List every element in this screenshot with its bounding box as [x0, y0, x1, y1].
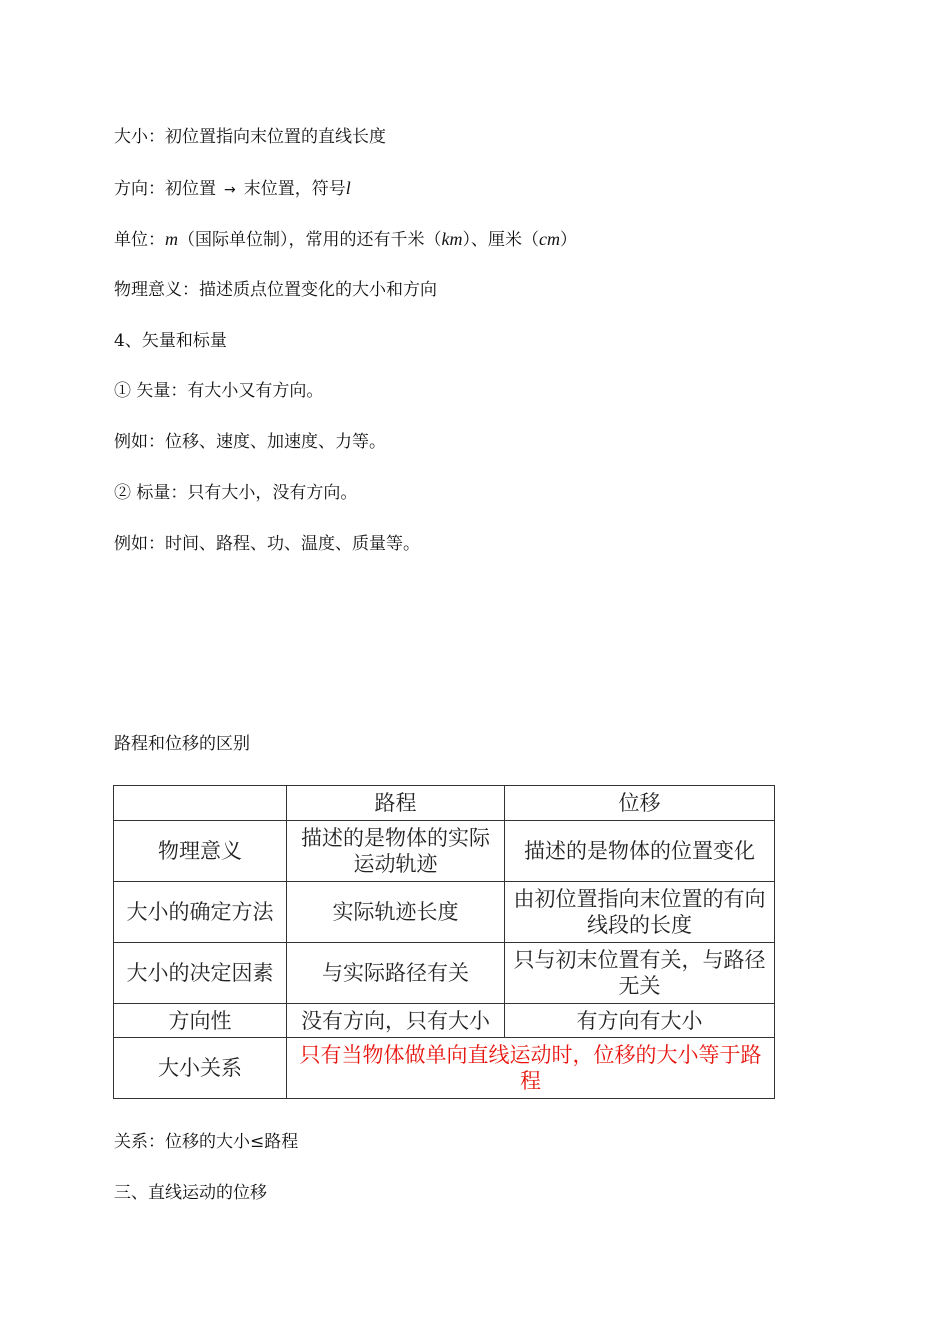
table-title: 路程和位移的区别 — [114, 734, 250, 754]
unit-line — [114, 228, 577, 251]
row-label: 物理意义 — [114, 821, 287, 882]
displacement-cell: 描述的是物体的位置变化 — [505, 821, 775, 882]
relation-highlight-text: 只有当物体做单向直线运动时，位移的大小等于路程 — [287, 1038, 775, 1099]
relation-row — [114, 1038, 775, 1099]
unit-cm: cm — [539, 229, 560, 249]
table-row — [114, 943, 775, 1004]
header-cell-empty — [114, 786, 287, 821]
comparison-table — [113, 785, 775, 1099]
displacement-cell: 只与初末位置有关，与路径无关 — [505, 943, 775, 1004]
size-text: 初位置指向末位置的直线长度 — [165, 127, 386, 147]
direction-symbol: l — [345, 178, 351, 198]
direction-to: 末位置，符号 — [243, 179, 346, 199]
unit-text-1: （国际单位制），常用的还有千米（ — [178, 230, 442, 250]
section-3-heading: 三、直线运动的位移 — [114, 1183, 267, 1203]
arrow-right-icon: → — [224, 182, 236, 198]
unit-text-3: ） — [560, 230, 577, 250]
displacement-cell: 由初位置指向末位置的有向线段的长度 — [505, 882, 775, 943]
section-4-heading: 4、矢量和标量 — [114, 331, 227, 351]
row-label: 大小的确定方法 — [114, 882, 287, 943]
scalar-examples: 例如：时间、路程、功、温度、质量等。 — [114, 534, 420, 554]
distance-cell: 没有方向，只有大小 — [287, 1004, 505, 1038]
direction-line — [114, 177, 351, 201]
vector-definition: ① 矢量：有大小又有方向。 — [114, 381, 324, 401]
table-row — [114, 882, 775, 943]
row-label: 大小的决定因素 — [114, 943, 287, 1004]
table-row — [114, 821, 775, 882]
header-cell-displacement: 位移 — [505, 786, 775, 821]
displacement-cell: 有方向有大小 — [505, 1004, 775, 1038]
meaning-line: 物理意义：描述质点位置变化的大小和方向 — [114, 280, 437, 300]
distance-cell: 与实际路径有关 — [287, 943, 505, 1004]
relation-line: 关系：位移的大小≤路程 — [114, 1132, 299, 1152]
header-cell-distance: 路程 — [287, 786, 505, 821]
unit-label: 单位： — [114, 230, 165, 250]
distance-cell: 实际轨迹长度 — [287, 882, 505, 943]
scalar-definition: ② 标量：只有大小，没有方向。 — [114, 483, 358, 503]
row-label: 方向性 — [114, 1004, 287, 1038]
row-label: 大小关系 — [114, 1038, 287, 1099]
size-label: 大小： — [114, 127, 165, 147]
table-header-row — [114, 786, 775, 821]
vector-examples: 例如：位移、速度、加速度、力等。 — [114, 432, 386, 452]
size-line — [114, 126, 386, 148]
direction-from: 初位置 — [165, 179, 216, 199]
distance-cell: 描述的是物体的实际运动轨迹 — [287, 821, 505, 882]
table-row — [114, 1004, 775, 1038]
unit-m: m — [165, 229, 178, 249]
unit-km: km — [441, 229, 463, 249]
direction-label: 方向： — [114, 179, 165, 199]
unit-text-2: ）、厘米（ — [462, 230, 539, 250]
